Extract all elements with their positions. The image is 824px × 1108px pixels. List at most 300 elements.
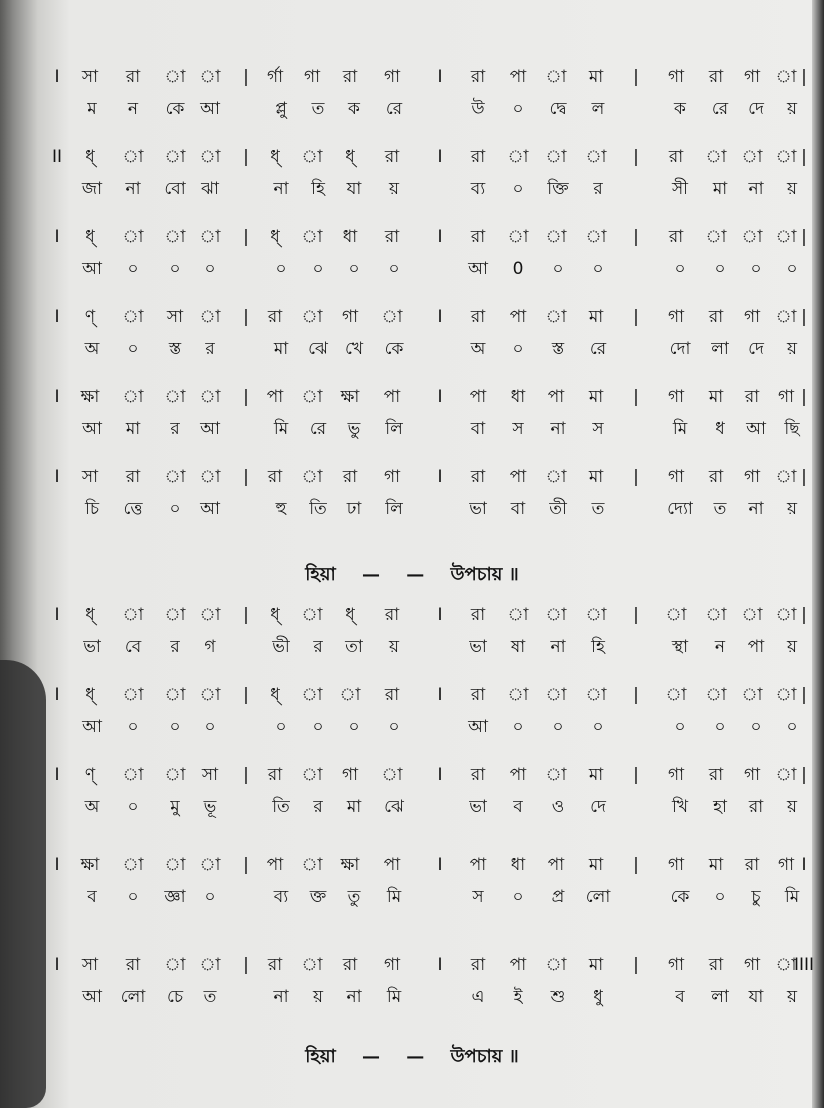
swara-note: পা <box>469 387 487 407</box>
swara-note: রা <box>470 307 486 327</box>
swara-note: I <box>54 685 60 705</box>
swara-note: | <box>633 387 639 407</box>
swara-note: া <box>775 227 797 247</box>
lyric-syllable: ল <box>591 99 605 119</box>
swara-note: | <box>243 387 249 407</box>
swara-note: া <box>585 227 607 247</box>
lyric-syllable: কে <box>165 99 185 119</box>
lyric-syllable: ০ <box>674 259 686 279</box>
swara-note: I <box>437 227 443 247</box>
swara-note: | <box>801 147 807 167</box>
lyric-syllable: অ <box>84 797 100 817</box>
swara-note: া <box>381 765 403 785</box>
swara-note: রা <box>668 227 684 247</box>
swara-note: II <box>51 147 63 167</box>
lyric-syllable: লি <box>385 499 403 519</box>
lyric-syllable: চু <box>751 887 761 907</box>
swara-note: রা <box>267 467 283 487</box>
swara-note: I <box>54 307 60 327</box>
swara-note: গা <box>667 765 685 785</box>
lyric-syllable: ০ <box>552 717 564 737</box>
swara-note: া <box>164 765 186 785</box>
lyric-syllable: স্ত <box>168 339 182 359</box>
lyric-syllable: স <box>512 419 524 439</box>
lyric-syllable: ম <box>87 99 97 119</box>
swara-note: া <box>164 685 186 705</box>
lyric-syllable: মা <box>125 419 141 439</box>
swara-note: ণ্ <box>84 765 96 785</box>
swara-note: া <box>301 227 323 247</box>
lyric-syllable: ত <box>203 987 217 1007</box>
lyric-row <box>0 94 824 124</box>
swara-note: মা <box>588 67 604 87</box>
swara-row <box>0 600 824 630</box>
lyric-syllable: মি <box>784 887 800 907</box>
swara-note: ণ্ <box>84 307 96 327</box>
lyric-syllable: না <box>550 637 566 657</box>
lyric-syllable: ০ <box>204 717 216 737</box>
swara-note: মা <box>588 955 604 975</box>
lyric-syllable: কে <box>670 887 690 907</box>
swara-note: া <box>122 227 144 247</box>
swara-note: গা <box>743 67 761 87</box>
swara-note: া <box>122 307 144 327</box>
lyric-syllable: ভী <box>272 637 290 657</box>
swara-note: I <box>54 605 60 625</box>
swara-row <box>0 302 824 332</box>
swara-note: | <box>633 685 639 705</box>
lyric-syllable: দ্যো <box>667 499 693 519</box>
lyric-syllable: ০ <box>388 717 400 737</box>
swara-note: া <box>199 307 221 327</box>
lyric-syllable: ধ <box>715 419 725 439</box>
lyric-syllable: লা <box>711 987 729 1007</box>
lyric-syllable: ও <box>551 797 565 817</box>
swara-note: | <box>633 855 639 875</box>
swara-note: া <box>164 467 186 487</box>
swara-note: া <box>199 605 221 625</box>
swara-note: I <box>437 855 443 875</box>
swara-note: রা <box>125 955 141 975</box>
swara-note: া <box>301 387 323 407</box>
lyric-syllable: আ <box>82 987 102 1007</box>
lyric-syllable: ত্তে <box>123 499 143 519</box>
lyric-syllable: স্ত <box>551 339 565 359</box>
swara-note: ধ্ <box>85 227 95 247</box>
lyric-syllable: কে <box>384 339 404 359</box>
lyric-syllable: দে <box>748 99 764 119</box>
swara-note: া <box>199 685 221 705</box>
lyric-syllable: ০ <box>512 717 524 737</box>
swara-note: া <box>741 685 763 705</box>
lyric-syllable: ভা <box>83 637 101 657</box>
swara-note: রা <box>470 467 486 487</box>
swara-note: | <box>801 67 807 87</box>
swara-note: | <box>633 955 639 975</box>
lyric-syllable: ০ <box>348 259 360 279</box>
lyric-syllable: না <box>748 179 764 199</box>
swara-note: া <box>775 955 797 975</box>
swara-note: সা <box>81 955 99 975</box>
lyric-syllable: না <box>748 499 764 519</box>
swara-note: রা <box>470 685 486 705</box>
lyric-syllable: ০ <box>127 717 139 737</box>
swara-note: া <box>164 955 186 975</box>
swara-note: গা <box>303 67 321 87</box>
swara-note: | <box>801 765 807 785</box>
swara-note: গা <box>341 765 359 785</box>
swara-note: IIII <box>793 955 815 975</box>
lyric-syllable: ০ <box>348 717 360 737</box>
swara-note: গা <box>341 307 359 327</box>
swara-note: া <box>164 147 186 167</box>
lyric-syllable: খি <box>671 797 689 817</box>
swara-note: | <box>633 605 639 625</box>
swara-note: | <box>801 685 807 705</box>
lyric-syllable: উ <box>471 99 485 119</box>
swara-note: | <box>801 467 807 487</box>
swara-note: া <box>122 855 144 875</box>
swara-note: মা <box>588 765 604 785</box>
swara-note: রা <box>267 307 283 327</box>
lyric-syllable: য় <box>786 499 797 519</box>
swara-note: া <box>775 685 797 705</box>
lyric-syllable: জা <box>81 179 103 199</box>
lyric-syllable: না <box>273 987 289 1007</box>
lyric-syllable: ছি <box>784 419 800 439</box>
lyric-syllable: মা <box>712 179 728 199</box>
swara-note: I <box>437 67 443 87</box>
swara-note: গা <box>777 855 795 875</box>
lyric-syllable: প্লু <box>275 99 287 119</box>
swara-note: পা <box>383 855 401 875</box>
lyric-syllable: দ্বে <box>549 99 567 119</box>
lyric-syllable: চে <box>166 987 184 1007</box>
swara-note: া <box>665 685 687 705</box>
lyric-syllable: ভু <box>347 419 361 439</box>
swara-note: | <box>801 387 807 407</box>
swara-note: I <box>54 467 60 487</box>
swara-note: রা <box>708 67 724 87</box>
swara-row <box>0 680 824 710</box>
swara-note: া <box>585 605 607 625</box>
lyric-syllable: ০ <box>750 717 762 737</box>
lyric-syllable: মু <box>170 797 180 817</box>
swara-note: া <box>775 147 797 167</box>
swara-row <box>0 950 824 980</box>
lyric-syllable: র <box>313 797 323 817</box>
swara-note: া <box>705 227 727 247</box>
swara-note: া <box>507 685 529 705</box>
swara-note: মা <box>588 307 604 327</box>
lyric-syllable: ধু <box>593 987 603 1007</box>
swara-note: রা <box>470 147 486 167</box>
swara-note: | <box>633 765 639 785</box>
swara-note: রা <box>342 467 358 487</box>
lyric-syllable: স <box>592 419 604 439</box>
swara-note: রা <box>708 765 724 785</box>
swara-note: া <box>164 67 186 87</box>
swara-note: ধ্ <box>270 605 280 625</box>
swara-note: া <box>122 387 144 407</box>
lyric-syllable: রা <box>748 797 764 817</box>
swara-note: | <box>243 955 249 975</box>
lyric-syllable: যা <box>748 987 764 1007</box>
swara-note: া <box>741 605 763 625</box>
swara-note: সা <box>201 765 219 785</box>
swara-note: I <box>437 605 443 625</box>
lyric-syllable: হি <box>591 637 605 657</box>
lyric-syllable: আ <box>468 259 488 279</box>
lyric-syllable: আ <box>82 717 102 737</box>
lyric-syllable: ০ <box>312 259 324 279</box>
lyric-syllable: ০ <box>512 339 524 359</box>
lyric-syllable: মি <box>672 419 688 439</box>
swara-row <box>0 760 824 790</box>
lyric-syllable: ঢা <box>346 499 362 519</box>
lyric-syllable: ই <box>513 987 523 1007</box>
lyric-syllable: এ <box>471 987 485 1007</box>
lyric-syllable: ক্ত <box>309 887 327 907</box>
lyric-syllable: লা <box>711 339 729 359</box>
lyric-syllable: ০ <box>552 259 564 279</box>
lyric-syllable: ভা <box>469 637 487 657</box>
swara-note: I <box>437 307 443 327</box>
lyric-syllable: প্র <box>551 887 565 907</box>
lyric-syllable: লো <box>585 887 611 907</box>
lyric-syllable: য় <box>786 339 797 359</box>
swara-note: | <box>633 147 639 167</box>
swara-note: গা <box>743 765 761 785</box>
swara-note: সা <box>81 67 99 87</box>
lyric-syllable: সী <box>671 179 689 199</box>
lyric-syllable: ০ <box>169 717 181 737</box>
swara-note: | <box>243 685 249 705</box>
lyric-syllable: না <box>125 179 141 199</box>
lyric-syllable: র <box>205 339 215 359</box>
lyric-syllable: লো <box>120 987 146 1007</box>
swara-note: রা <box>708 955 724 975</box>
swara-note: রা <box>708 467 724 487</box>
lyric-syllable: হু <box>275 499 287 519</box>
lyric-syllable: অ <box>470 339 486 359</box>
lyric-syllable: বো <box>164 179 186 199</box>
swara-note: I <box>54 855 60 875</box>
lyric-syllable: তু <box>347 887 361 907</box>
swara-note: | <box>243 307 249 327</box>
swara-note: া <box>301 685 323 705</box>
lyric-syllable: না <box>346 987 362 1007</box>
lyric-syllable: য় <box>786 179 797 199</box>
swara-note: া <box>545 605 567 625</box>
swara-note: ক্ষা <box>340 387 360 407</box>
lyric-syllable: ভা <box>469 797 487 817</box>
swara-note: পা <box>383 387 401 407</box>
swara-note: গা <box>743 307 761 327</box>
swara-note: গা <box>667 67 685 87</box>
lyric-syllable: ০ <box>388 259 400 279</box>
lyric-syllable: মি <box>386 987 402 1007</box>
lyric-syllable: য় <box>312 987 323 1007</box>
swara-note: া <box>122 147 144 167</box>
swara-note: ধ্ <box>270 685 280 705</box>
lyric-syllable: ০ <box>674 717 686 737</box>
swara-note: গা <box>667 855 685 875</box>
swara-note: রা <box>744 387 760 407</box>
lyric-syllable: ০ <box>714 259 726 279</box>
lyric-syllable: আ <box>468 717 488 737</box>
lyric-syllable: দো <box>669 339 691 359</box>
swara-note: পা <box>469 855 487 875</box>
refrain-word: হিয়া <box>305 564 336 585</box>
swara-note: | <box>633 227 639 247</box>
swara-note: | <box>801 605 807 625</box>
swara-note: | <box>243 67 249 87</box>
lyric-syllable: লি <box>385 419 403 439</box>
lyric-syllable: ০ <box>714 717 726 737</box>
swara-note: পা <box>266 387 284 407</box>
swara-note: া <box>775 467 797 487</box>
swara-note: রা <box>708 307 724 327</box>
lyric-syllable: আ <box>82 259 102 279</box>
swara-note: া <box>199 855 221 875</box>
lyric-syllable: ০ <box>204 887 216 907</box>
lyric-syllable: বে <box>124 637 142 657</box>
lyric-row <box>0 334 824 364</box>
lyric-syllable: বা <box>510 499 526 519</box>
swara-note: পা <box>509 955 527 975</box>
swara-note: মা <box>708 387 724 407</box>
lyric-row <box>0 494 824 524</box>
swara-note: ধ্ <box>270 147 280 167</box>
swara-note: I <box>54 955 60 975</box>
swara-note: গা <box>667 467 685 487</box>
lyric-syllable: য় <box>786 99 797 119</box>
swara-note: I <box>437 955 443 975</box>
swara-note: া <box>775 67 797 87</box>
lyric-syllable: য় <box>786 797 797 817</box>
swara-note: ক্ষা <box>340 855 360 875</box>
swara-note: পা <box>547 387 565 407</box>
swara-note: পা <box>509 467 527 487</box>
lyric-syllable: ০ <box>786 259 798 279</box>
swara-row <box>0 142 824 172</box>
lyric-syllable: ব্য <box>273 887 289 907</box>
lyric-row <box>0 982 824 1012</box>
swara-note: | <box>243 605 249 625</box>
lyric-syllable: মা <box>273 339 289 359</box>
lyric-syllable: দে <box>748 339 764 359</box>
swara-note: া <box>705 147 727 167</box>
swara-note: I <box>437 765 443 785</box>
swara-note: | <box>801 307 807 327</box>
refrain-dash: — <box>361 564 380 585</box>
swara-note: সা <box>166 307 184 327</box>
swara-note: ধ্ <box>85 605 95 625</box>
swara-note: া <box>775 765 797 785</box>
swara-note: গা <box>383 955 401 975</box>
lyric-row <box>0 254 824 284</box>
swara-note: া <box>339 685 361 705</box>
swara-note: মা <box>588 467 604 487</box>
swara-note: া <box>199 387 221 407</box>
lyric-syllable: দে <box>590 797 606 817</box>
lyric-syllable: হা <box>713 797 727 817</box>
swara-note: রা <box>470 227 486 247</box>
lyric-syllable: ০ <box>714 887 726 907</box>
refrain-heading-2 <box>0 1042 824 1073</box>
swara-note: গা <box>667 955 685 975</box>
swara-note: ধ্ <box>270 227 280 247</box>
lyric-syllable: ব <box>675 987 685 1007</box>
lyric-row <box>0 712 824 742</box>
swara-note: I <box>437 685 443 705</box>
swara-note: া <box>301 147 323 167</box>
swara-note: | <box>801 227 807 247</box>
lyric-syllable: র <box>170 637 180 657</box>
swara-note: া <box>199 227 221 247</box>
lyric-syllable: রে <box>385 99 403 119</box>
swara-note: া <box>301 605 323 625</box>
swara-note: া <box>164 227 186 247</box>
swara-note: | <box>633 307 639 327</box>
swara-note: | <box>243 147 249 167</box>
swara-note: া <box>741 227 763 247</box>
swara-note: I <box>437 387 443 407</box>
swara-row <box>0 62 824 92</box>
lyric-syllable: য় <box>388 179 399 199</box>
swara-note: পা <box>509 67 527 87</box>
lyric-row <box>0 174 824 204</box>
swara-note: রা <box>744 855 760 875</box>
lyric-syllable: ব <box>513 797 523 817</box>
lyric-row <box>0 792 824 822</box>
swara-note: ধা <box>342 227 358 247</box>
swara-note: | <box>243 467 249 487</box>
swara-note: মা <box>588 387 604 407</box>
refrain-heading-1 <box>0 560 824 591</box>
refrain-dash: — <box>361 1046 380 1067</box>
swara-note: I <box>437 147 443 167</box>
swara-note: পা <box>509 765 527 785</box>
lyric-syllable: যা <box>346 179 362 199</box>
lyric-syllable: ত <box>591 499 605 519</box>
swara-note: পা <box>266 855 284 875</box>
refrain-end: উপচায় ॥ <box>450 1046 519 1067</box>
swara-note: া <box>775 605 797 625</box>
lyric-syllable: র <box>170 419 180 439</box>
refrain-dash: — <box>406 564 425 585</box>
lyric-syllable: ০ <box>169 499 181 519</box>
lyric-syllable: ০ <box>312 717 324 737</box>
swara-note: I <box>54 387 60 407</box>
swara-note: রা <box>384 685 400 705</box>
swara-note: I <box>54 765 60 785</box>
swara-note: | <box>633 467 639 487</box>
swara-note: ধ্ <box>345 605 355 625</box>
lyric-syllable: চি <box>84 499 100 519</box>
swara-note: া <box>507 147 529 167</box>
lyric-syllable: তী <box>549 499 567 519</box>
lyric-syllable: আ <box>200 419 220 439</box>
swara-note: া <box>164 855 186 875</box>
lyric-row <box>0 882 824 912</box>
swara-note: রা <box>668 147 684 167</box>
swara-note: া <box>301 765 323 785</box>
swara-note: া <box>199 147 221 167</box>
lyric-syllable: স্থা <box>671 637 689 657</box>
lyric-syllable: রে <box>309 419 327 439</box>
